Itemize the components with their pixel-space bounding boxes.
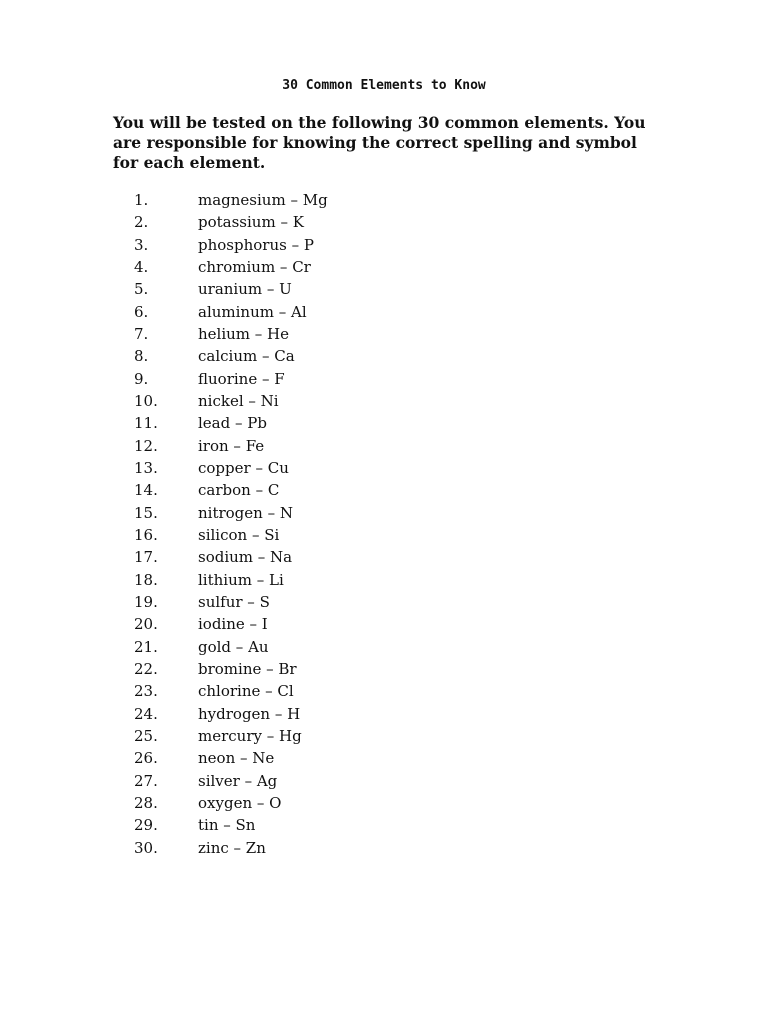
item-number: 18. [134, 570, 158, 589]
item-number: 15. [134, 503, 158, 522]
element-entry: calcium – Ca [198, 347, 295, 366]
list-item [0, 256, 768, 278]
element-entry: silver – Ag [198, 771, 278, 790]
element-entry: carbon – C [198, 481, 280, 500]
element-entry: sodium – Na [198, 548, 293, 567]
element-entry: oxygen – O [198, 793, 282, 812]
element-entry: phosphorus – P [198, 235, 314, 254]
element-entry: chlorine – Cl [198, 682, 294, 701]
item-number: 29. [134, 816, 158, 835]
item-number: 4. [134, 257, 149, 276]
item-number: 3. [134, 235, 149, 254]
list-item [0, 725, 768, 747]
element-entry: tin – Sn [198, 816, 256, 835]
element-entry: fluorine – F [198, 369, 285, 388]
list-item [0, 613, 768, 635]
item-number: 20. [134, 615, 158, 634]
list-item [0, 814, 768, 836]
list-item [0, 837, 768, 859]
item-number: 21. [134, 637, 158, 656]
element-entry: sulfur – S [198, 592, 270, 611]
list-item [0, 345, 768, 367]
item-number: 13. [134, 458, 158, 477]
item-number: 14. [134, 481, 158, 500]
element-entry: neon – Ne [198, 749, 275, 768]
item-number: 30. [134, 838, 158, 857]
item-number: 27. [134, 771, 158, 790]
item-number: 17. [134, 548, 158, 567]
item-number: 1. [134, 191, 149, 209]
list-item [0, 747, 768, 769]
element-entry: helium – He [198, 324, 290, 343]
item-number: 2. [134, 213, 149, 232]
list-item [0, 569, 768, 591]
element-list [0, 189, 768, 859]
list-item [0, 189, 768, 211]
element-entry: gold – Au [198, 637, 269, 656]
item-number: 28. [134, 793, 158, 812]
item-number: 16. [134, 525, 158, 544]
intro-paragraph: You will be tested on the following 30 common elements. You are responsible for knowing the correct spelling and symbol for each element. [113, 113, 646, 172]
item-number: 8. [134, 347, 149, 366]
element-entry: silicon – Si [198, 525, 280, 544]
element-entry: bromine – Br [198, 659, 297, 678]
list-item [0, 457, 768, 479]
element-entry: potassium – K [198, 213, 304, 232]
element-entry: hydrogen – H [198, 704, 301, 723]
element-entry: uranium – U [198, 280, 292, 299]
element-entry: magnesium – Mg [198, 191, 328, 209]
list-item [0, 703, 768, 725]
list-item [0, 234, 768, 256]
list-item [0, 502, 768, 524]
page-title: 30 Common Elements to Know [282, 78, 486, 93]
element-entry: iodine – I [198, 615, 268, 634]
list-item [0, 301, 768, 323]
list-item [0, 792, 768, 814]
element-entry: nitrogen – N [198, 503, 293, 522]
list-item [0, 412, 768, 434]
list-item [0, 435, 768, 457]
item-number: 22. [134, 659, 158, 678]
item-number: 5. [134, 280, 149, 299]
list-item [0, 368, 768, 390]
element-entry: chromium – Cr [198, 257, 311, 276]
list-item [0, 390, 768, 412]
item-number: 11. [134, 414, 158, 433]
element-entry: copper – Cu [198, 458, 289, 477]
item-number: 25. [134, 726, 158, 745]
list-item [0, 680, 768, 702]
element-entry: lead – Pb [198, 414, 267, 433]
list-item [0, 658, 768, 680]
element-entry: aluminum – Al [198, 302, 307, 321]
item-number: 26. [134, 749, 158, 768]
element-entry: nickel – Ni [198, 391, 279, 410]
list-item [0, 770, 768, 792]
list-item [0, 479, 768, 501]
list-item [0, 323, 768, 345]
item-number: 12. [134, 436, 158, 455]
item-number: 23. [134, 682, 158, 701]
list-item [0, 546, 768, 568]
list-item [0, 278, 768, 300]
item-number: 10. [134, 391, 158, 410]
item-number: 6. [134, 302, 149, 321]
item-number: 19. [134, 592, 158, 611]
element-entry: iron – Fe [198, 436, 265, 455]
item-number: 7. [134, 324, 149, 343]
list-item [0, 524, 768, 546]
item-number: 9. [134, 369, 149, 388]
element-entry: mercury – Hg [198, 726, 302, 745]
element-entry: zinc – Zn [198, 838, 266, 857]
element-entry: lithium – Li [198, 570, 284, 589]
list-item [0, 211, 768, 233]
list-item [0, 591, 768, 613]
list-item [0, 636, 768, 658]
item-number: 24. [134, 704, 158, 723]
